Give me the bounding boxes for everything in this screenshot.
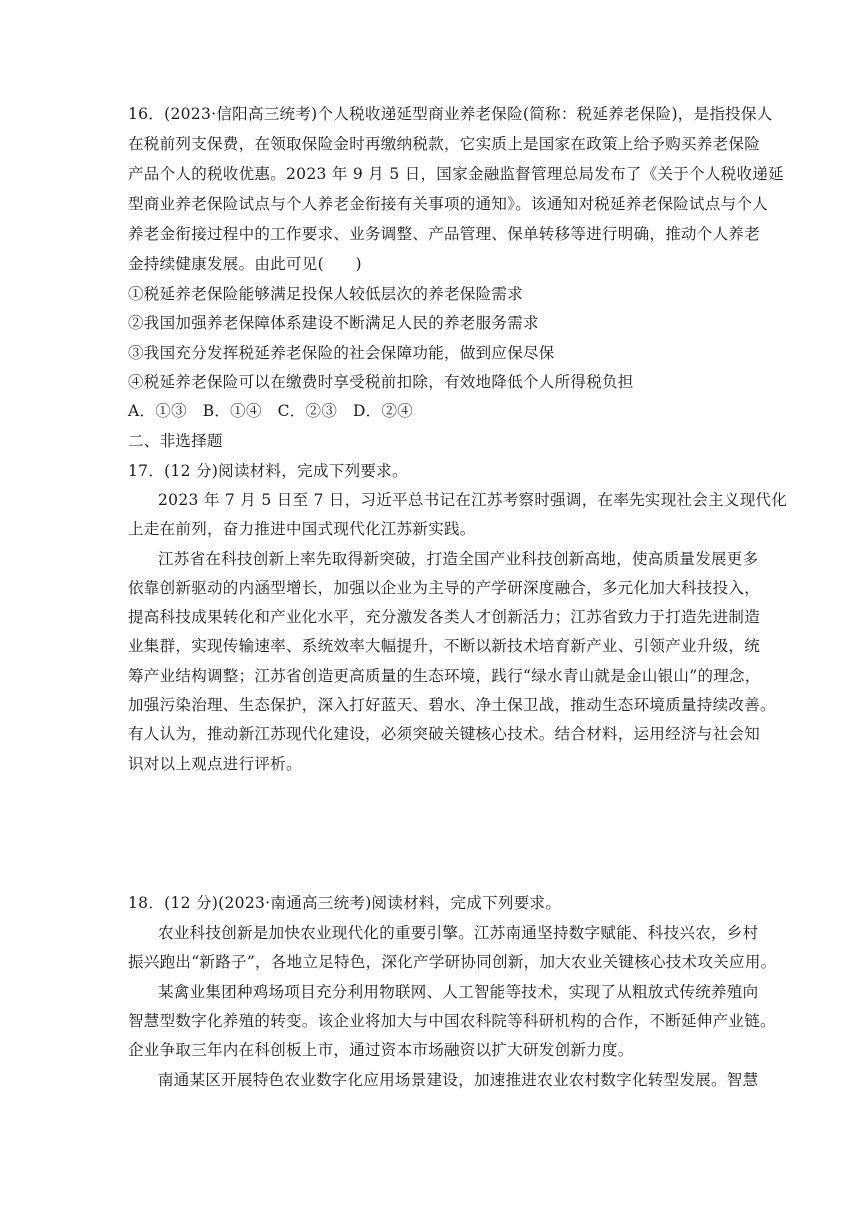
q16-option-2: ②我国加强养老保障体系建设不断满足人民的养老服务需求 bbox=[128, 314, 539, 332]
q17-para2-line-1: 江苏省在科技创新上率先取得新突破，打造全国产业科技创新高地，使高质量发展更多 bbox=[158, 550, 759, 568]
q16-option-1: ①税延养老保险能够满足投保人较低层次的养老保险需求 bbox=[128, 285, 524, 303]
q16-answer-choices: A．①③ B．①④ C．②③ D．②④ bbox=[128, 402, 414, 420]
q18-para3-line-1: 南通某区开展特色农业数字化应用场景建设，加速推进农业农村数字化转型发展。智慧 bbox=[158, 1071, 759, 1089]
section-title: 二、非选择题 bbox=[128, 432, 223, 450]
q18-header: 18．(12 分)(2023·南通高三统考)阅读材料，完成下列要求。 bbox=[128, 894, 562, 912]
q17-para2-line-5: 筹产业结构调整；江苏省创造更高质量的生态环境，践行“绿水青山就是金山银山”的理念， bbox=[128, 667, 761, 685]
q17-para2-line-2: 依靠创新驱动的内涵型增长，加强以企业为主导的产学研深度融合，多元化加大科技投入， bbox=[128, 579, 761, 597]
q18-para2-line-1: 某禽业集团种鸡场项目充分利用物联网、人工智能等技术，实现了从粗放式传统养殖向 bbox=[158, 983, 759, 1001]
q16-line-1: 16．(2023·信阳高三统考)个人税收递延型商业养老保险(简称：税延养老保险)，是指投保人 bbox=[128, 105, 773, 123]
q16-line-4: 型商业养老保险试点与个人养老金衔接有关事项的通知》。该通知对税延养老保险试点与个人 bbox=[128, 195, 769, 213]
q17-header: 17．(12 分)阅读材料，完成下列要求。 bbox=[128, 462, 408, 480]
q17-para1-line-1: 2023 年 7 月 5 日至 7 日，习近平总书记在江苏考察时强调，在率先实现社会主义现代化 bbox=[158, 491, 788, 509]
q17-para2-line-4: 业集群，实现传输速率、系统效率大幅提升，不断以新技术培育新产业、引领产业升级，统 bbox=[128, 637, 761, 655]
q17-para1-line-2: 上走在前列，奋力推进中国式现代化江苏新实践。 bbox=[128, 520, 476, 538]
q17-para2-line-7: 有人认为，推动新江苏现代化建设，必须突破关键核心技术。结合材料，运用经济与社会知 bbox=[128, 725, 761, 743]
q16-option-4: ④税延养老保险可以在缴费时享受税前扣除，有效地降低个人所得税负担 bbox=[128, 373, 634, 391]
q18-para2-line-3: 企业争取三年内在科创板上市，通过资本市场融资以扩大研发创新力度。 bbox=[128, 1041, 634, 1059]
q16-line-2: 在税前列支保费，在领取保险金时再缴纳税款，它实质上是国家在政策上给予购买养老保险 bbox=[128, 135, 761, 153]
q16-line-5: 养老金衔接过程中的工作要求、业务调整、产品管理、保单转移等进行明确，推动个人养老 bbox=[128, 225, 761, 243]
q16-line-6: 金持续健康发展。由此可见( ) bbox=[128, 255, 362, 273]
q18-para1-line-2: 振兴跑出“新路子”，各地立足特色，深化产学研协同创新，加大农业关键核心技术攻关应用。 bbox=[128, 953, 777, 971]
q17-para2-line-6: 加强污染治理、生态保护，深入打好蓝天、碧水、净土保卫战，推动生态环境质量持续改善。 bbox=[128, 696, 776, 714]
q18-para1-line-1: 农业科技创新是加快农业现代化的重要引擎。江苏南通坚持数字赋能、科技兴农，乡村 bbox=[158, 924, 759, 942]
q17-para2-line-3: 提高科技成果转化和产业化水平，充分激发各类人才创新活力；江苏省致力于打造先进制造 bbox=[128, 608, 761, 626]
q17-para2-line-8: 识对以上观点进行评析。 bbox=[128, 755, 302, 773]
q16-line-3: 产品个人的税收优惠。2023 年 9 月 5 日，国家金融监督管理总局发布了《关于个人税收递延 bbox=[128, 165, 784, 183]
q18-para2-line-2: 智慧型数字化养殖的转变。该企业将加大与中国农科院等科研机构的合作，不断延伸产业链。 bbox=[128, 1012, 776, 1030]
q16-option-3: ③我国充分发挥税延养老保险的社会保障功能，做到应保尽保 bbox=[128, 344, 555, 362]
